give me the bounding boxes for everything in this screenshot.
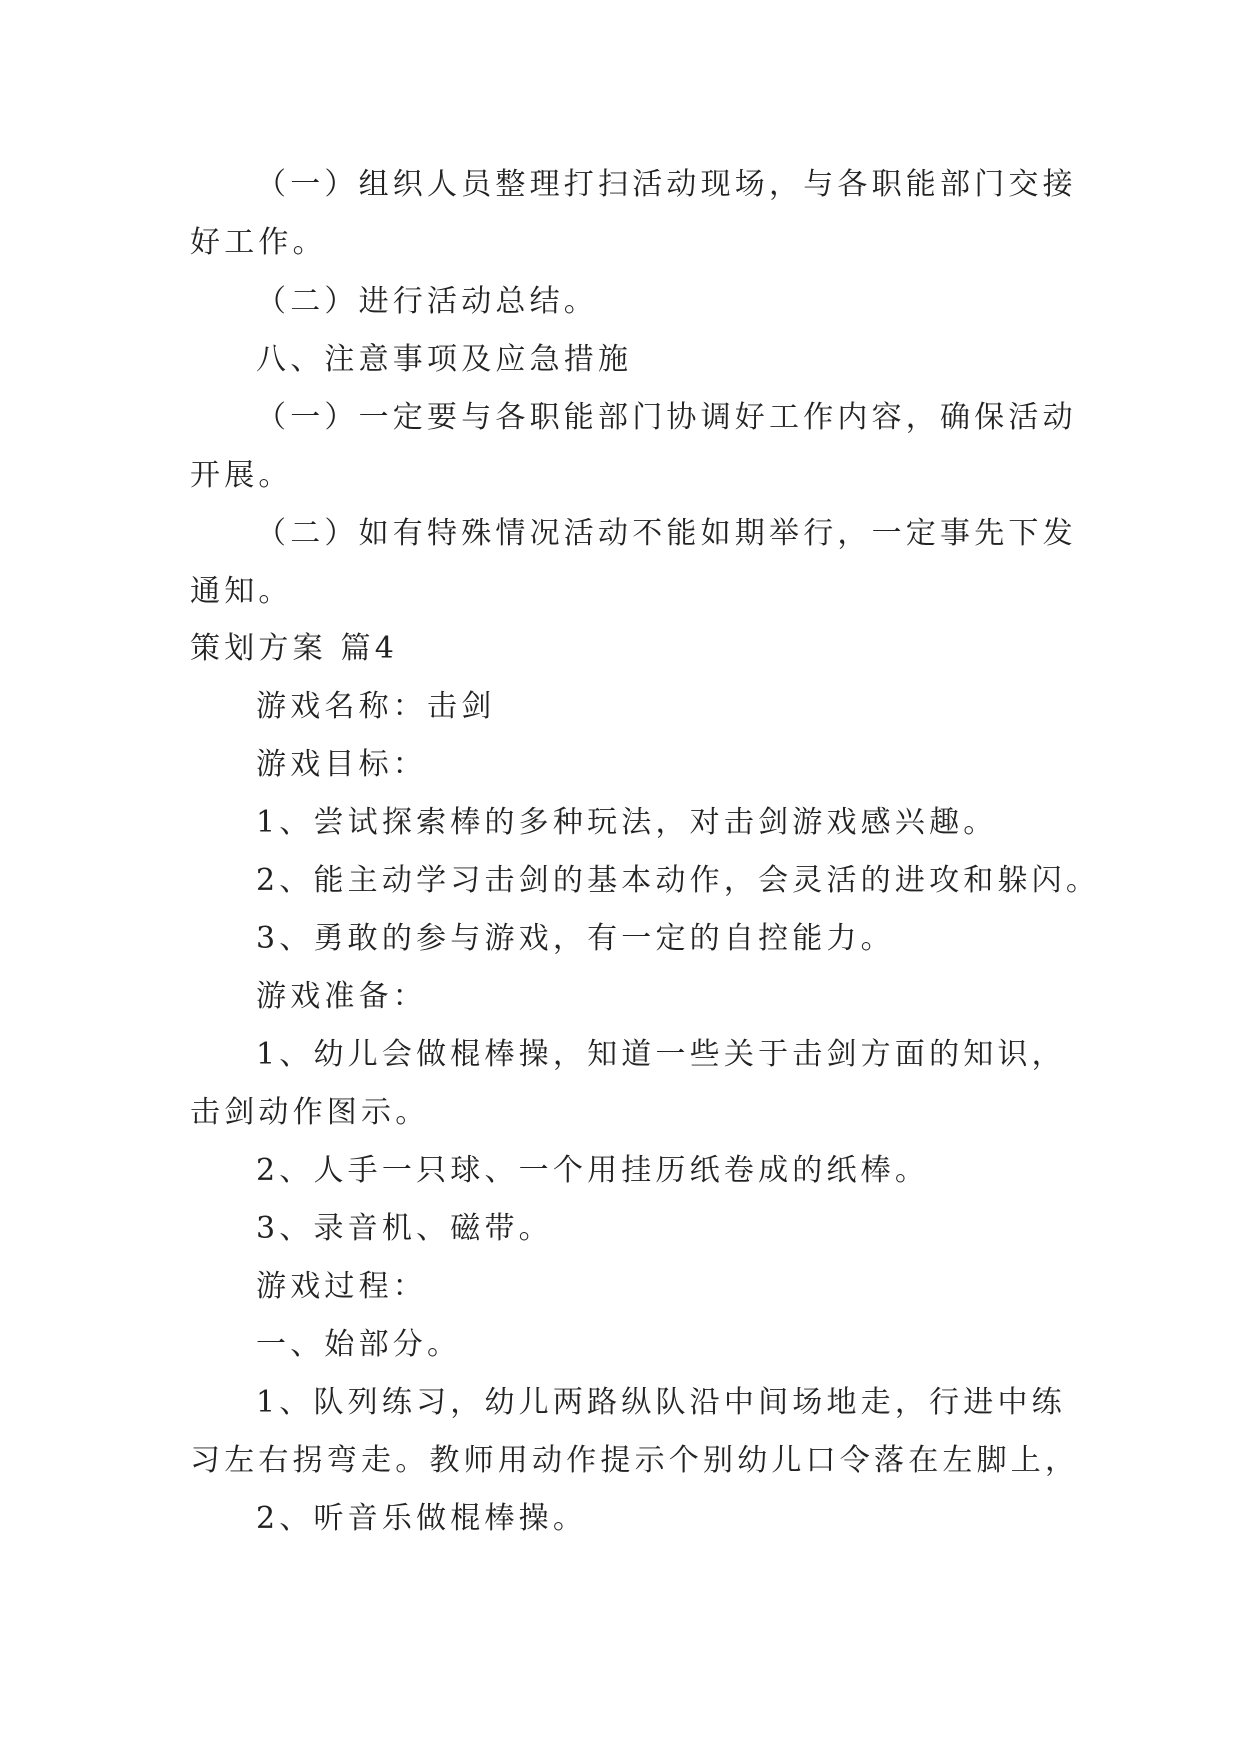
list-item: 2、人手一只球、一个用挂历纸卷成的纸棒。 <box>256 1153 930 1188</box>
list-item: 1、队列练习，幼儿两路纵队沿中间场地走，行进中练 <box>256 1385 1066 1420</box>
paragraph-line: 游戏准备： <box>256 979 427 1014</box>
paragraph-line: （一）组织人员整理打扫活动现场，与各职能部门交接 <box>256 167 1077 202</box>
section-heading: 八、注意事项及应急措施 <box>256 342 633 377</box>
paragraph-line: 游戏名称：击剑 <box>256 689 496 724</box>
list-item: 2、能主动学习击剑的基本动作，会灵活的进攻和躲闪。 <box>256 863 1101 898</box>
paragraph-line: 一、始部分。 <box>256 1327 462 1362</box>
paragraph-line: 好工作。 <box>190 225 327 260</box>
list-item: 1、幼儿会做棍棒操，知道一些关于击剑方面的知识， <box>256 1037 1066 1072</box>
list-item: 3、勇敢的参与游戏，有一定的自控能力。 <box>256 921 895 956</box>
paragraph-line: （二）进行活动总结。 <box>256 284 598 319</box>
list-item: 2、听音乐做棍棒操。 <box>256 1501 588 1536</box>
list-item: 1、尝试探索棒的多种玩法，对击剑游戏感兴趣。 <box>256 805 998 840</box>
paragraph-line: 习左右拐弯走。教师用动作提示个别幼儿口令落在左脚上， <box>190 1443 1080 1478</box>
paragraph-line: （二）如有特殊情况活动不能如期举行，一定事先下发 <box>256 516 1077 551</box>
article-title: 策划方案 篇4 <box>190 631 399 666</box>
paragraph-line: （一）一定要与各职能部门协调好工作内容，确保活动 <box>256 400 1077 435</box>
paragraph-line: 击剑动作图示。 <box>190 1095 430 1130</box>
paragraph-line: 通知。 <box>190 574 293 609</box>
paragraph-line: 游戏过程： <box>256 1269 427 1304</box>
list-item: 3、录音机、磁带。 <box>256 1211 553 1246</box>
paragraph-line: 开展。 <box>190 458 293 493</box>
paragraph-line: 游戏目标： <box>256 747 427 782</box>
